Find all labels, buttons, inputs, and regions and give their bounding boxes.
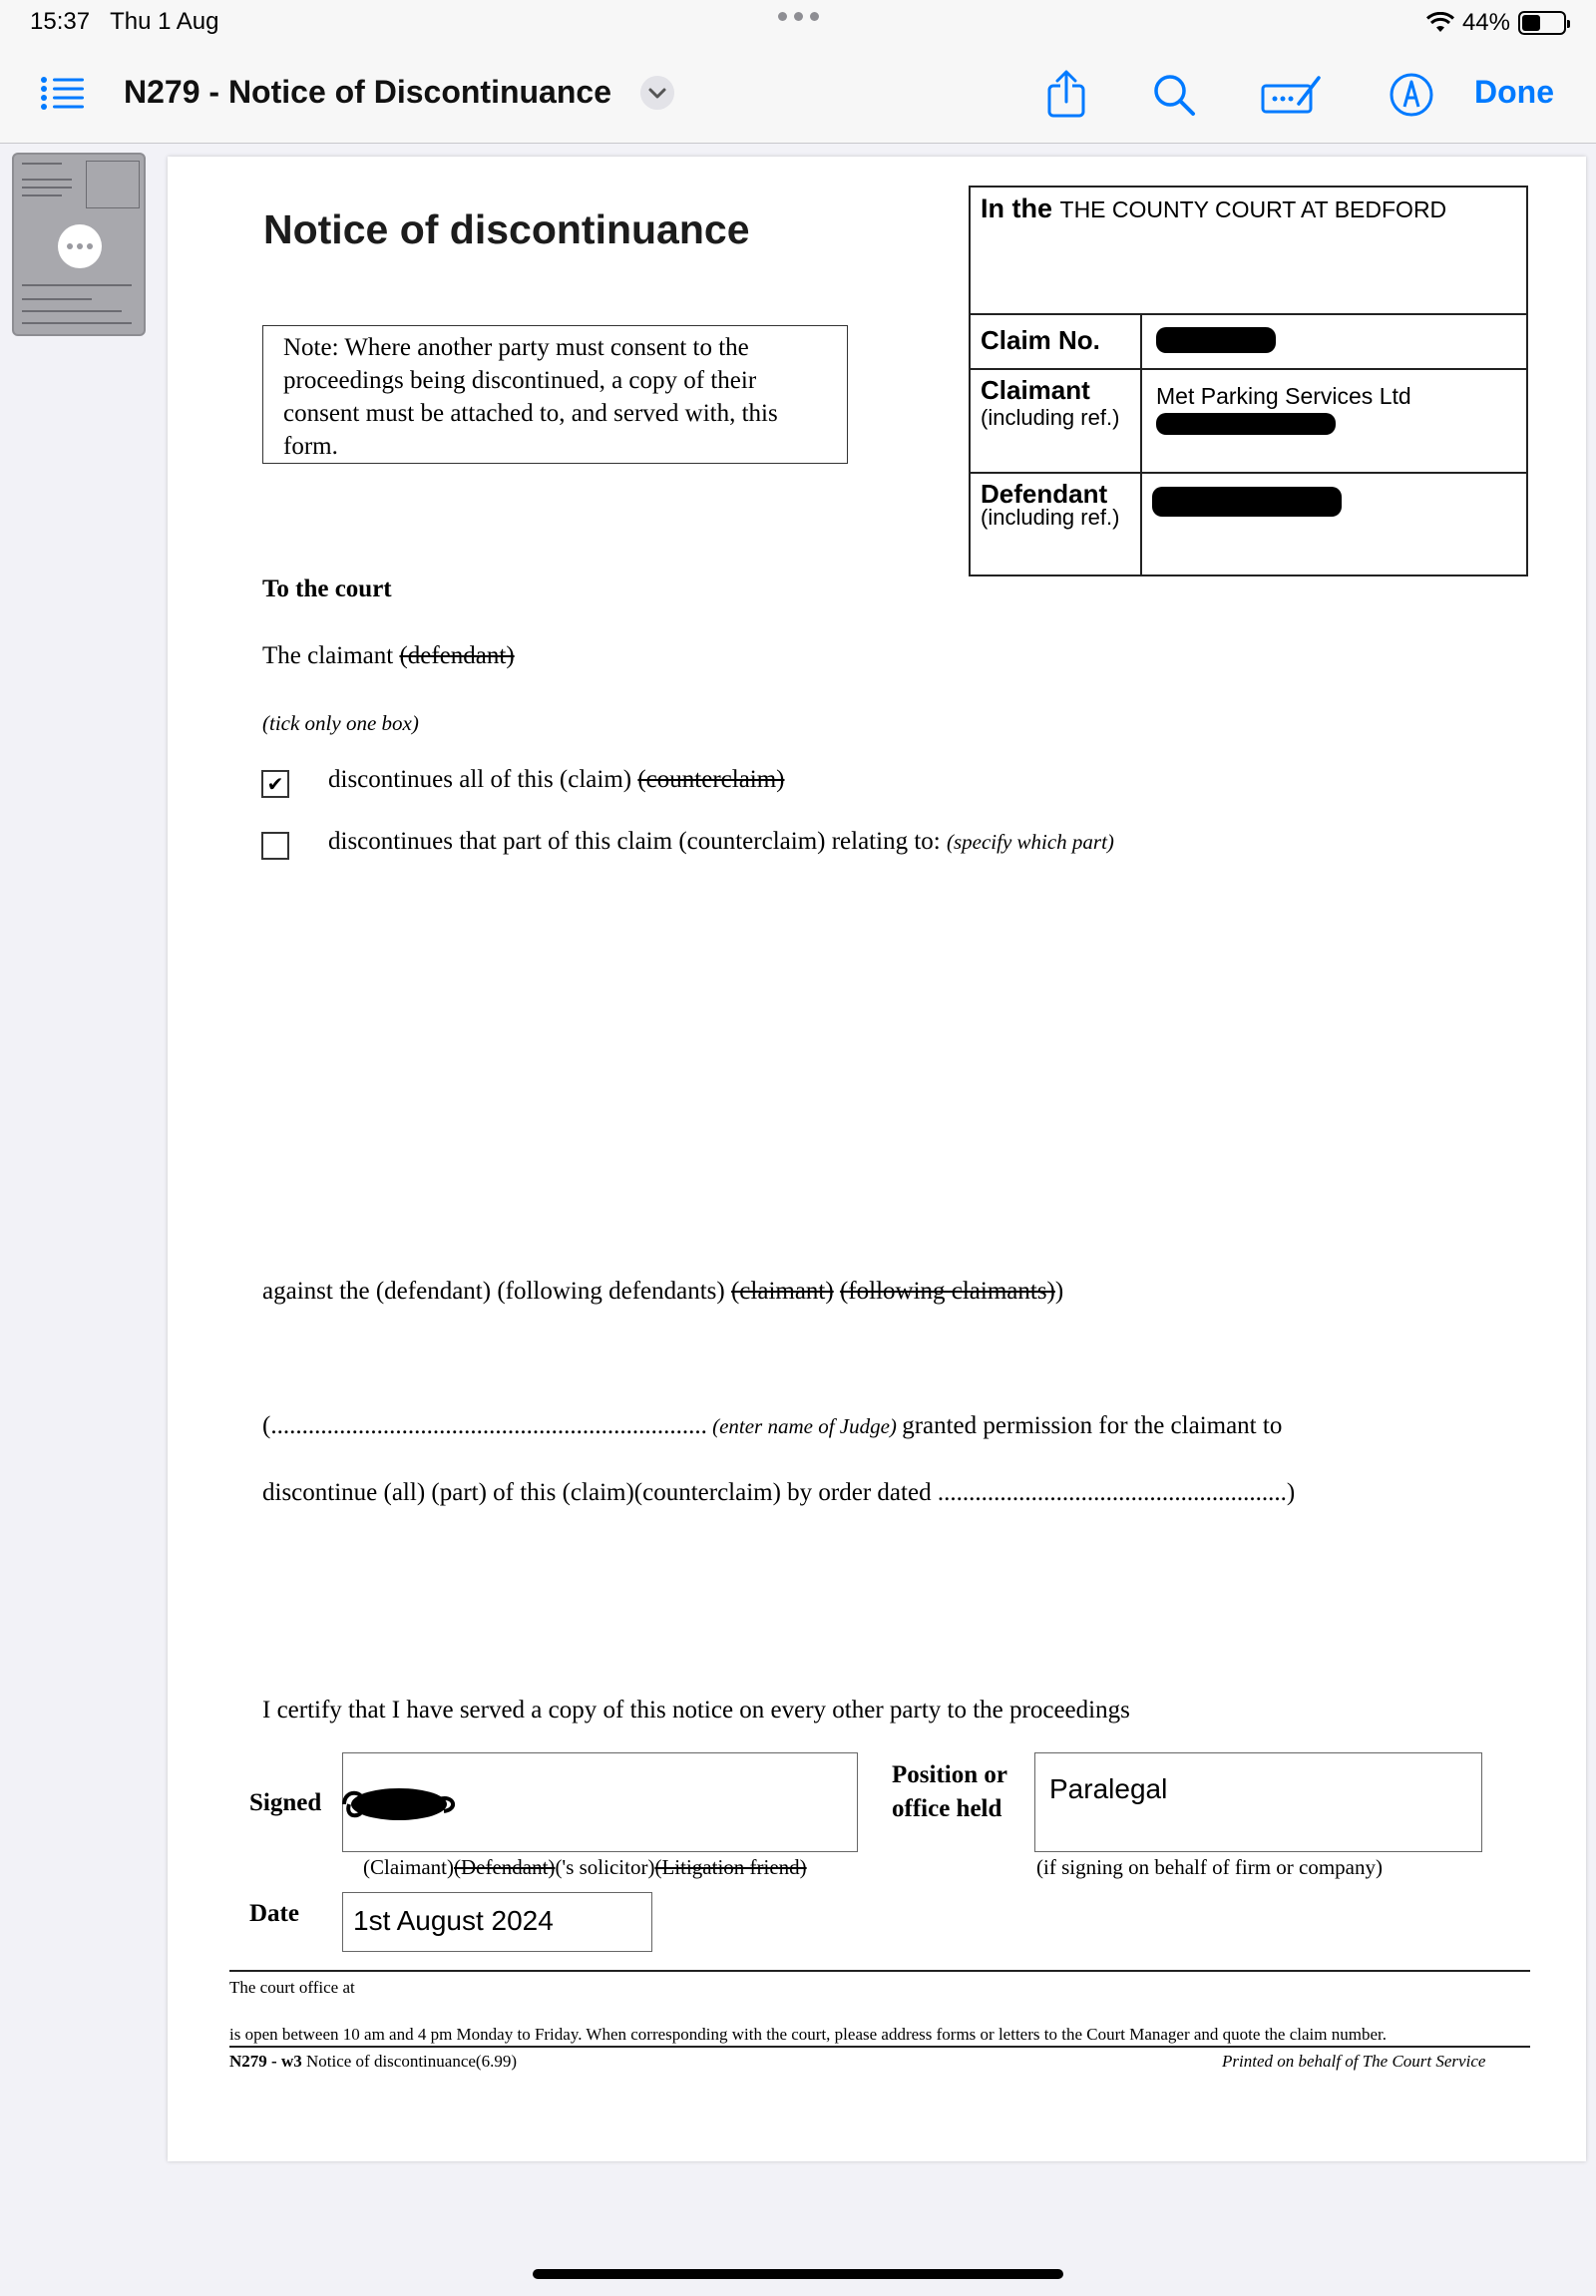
toolbar: [0, 46, 1596, 144]
signed-label: Signed: [249, 1789, 322, 1816]
document-title[interactable]: N279 - Notice of Discontinuance: [124, 74, 611, 110]
wifi-icon: [1426, 12, 1454, 34]
date-value: 1st August 2024: [353, 1905, 554, 1936]
claimant-value[interactable]: Met Parking Services Ltd: [1156, 383, 1411, 409]
tick-hint: (tick only one box): [262, 711, 419, 735]
position-hint: (if signing on behalf of firm or company): [1036, 1855, 1383, 1879]
defendant-label: Defendant: [981, 479, 1108, 509]
signer-roles: (Claimant)(Defendant)('s solicitor)(Litigation friend): [363, 1855, 807, 1879]
battery-percent: 44%: [1461, 9, 1510, 36]
date-label: Date: [249, 1900, 299, 1927]
consent-note: Note: Where another party must consent to the proceedings being discontinued, a copy of their consent must be attached to, and served with, this form.: [262, 325, 848, 464]
signature-field[interactable]: [342, 1752, 858, 1852]
court-heading: In the THE COUNTY COURT AT BEDFORD: [981, 193, 1447, 223]
certify-statement: I certify that I have served a copy of this notice on every other party to the proceedings: [262, 1697, 1130, 1723]
court-details-table: [969, 186, 1528, 576]
status-date: Thu 1 Aug: [110, 8, 219, 35]
signature-redacted: [339, 1779, 469, 1829]
multitasking-dots-icon[interactable]: [778, 12, 819, 21]
position-label-2: office held: [892, 1795, 1002, 1822]
claimant-sub-label: (including ref.): [981, 405, 1120, 430]
form-reference: N279 - w3 Notice of discontinuance(6.99): [229, 2052, 517, 2071]
position-field[interactable]: [1034, 1752, 1482, 1852]
share-icon[interactable]: [1041, 70, 1091, 120]
claim-no-redacted: [1156, 327, 1276, 353]
claimant-ref-redacted: [1156, 413, 1336, 435]
more-icon[interactable]: [58, 224, 102, 268]
home-indicator[interactable]: [533, 2269, 1063, 2279]
court-office-label: The court office at: [229, 1978, 355, 1997]
form-fill-icon[interactable]: [1259, 70, 1323, 120]
status-bar: [0, 0, 1596, 46]
defendant-redacted: [1152, 487, 1342, 517]
part-specification-area[interactable]: [328, 875, 1475, 1393]
defendant-sub-label: (including ref.): [981, 505, 1120, 530]
chevron-down-icon[interactable]: [640, 76, 674, 110]
search-icon[interactable]: [1149, 70, 1199, 120]
document-page: [168, 157, 1586, 2161]
claimant-statement: The claimant (defendant): [262, 642, 515, 669]
done-button[interactable]: Done: [1474, 74, 1554, 110]
against-line: against the (defendant) (following defendants) (claimant) (following claimants)): [262, 1278, 1064, 1305]
checkmark-icon: ✔: [266, 773, 284, 796]
discontinue-part-checkbox[interactable]: [261, 832, 289, 860]
status-indicators: [1426, 9, 1566, 37]
battery-icon: [1518, 11, 1566, 35]
order-date-line: discontinue (all) (part) of this (claim)(counterclaim) by order dated ........................................................): [262, 1479, 1296, 1506]
opening-hours: is open between 10 am and 4 pm Monday to Friday. When corresponding with the court, please address forms or letters to the Court Manager and quote the claim number.: [229, 2025, 1387, 2044]
page-thumbnail[interactable]: [12, 153, 146, 336]
discontinue-part-label: discontinues that part of this claim (counterclaim) relating to: (specify which part): [328, 828, 1114, 855]
to-the-court-heading: To the court: [262, 575, 392, 602]
defendant-struck: (defendant): [399, 642, 515, 669]
form-title: Notice of discontinuance: [263, 206, 750, 252]
status-time: 15:37 Thu 1 Aug: [30, 8, 219, 35]
markup-icon[interactable]: [1387, 70, 1436, 120]
position-label-1: Position or: [892, 1761, 1007, 1788]
judge-permission-line: (...................................................................... (enter name of Judge) granted permission for the claimant to: [262, 1412, 1283, 1439]
position-value: Paralegal: [1049, 1773, 1168, 1804]
list-icon[interactable]: [40, 74, 86, 114]
discontinue-all-checkbox[interactable]: [261, 770, 289, 798]
date-field[interactable]: [342, 1892, 652, 1952]
printed-by: Printed on behalf of The Court Service: [1222, 2052, 1486, 2071]
claimant-label: Claimant: [981, 375, 1090, 405]
discontinue-all-label: discontinues all of this (claim) (counterclaim): [328, 766, 785, 793]
claim-no-label: Claim No.: [981, 325, 1100, 355]
